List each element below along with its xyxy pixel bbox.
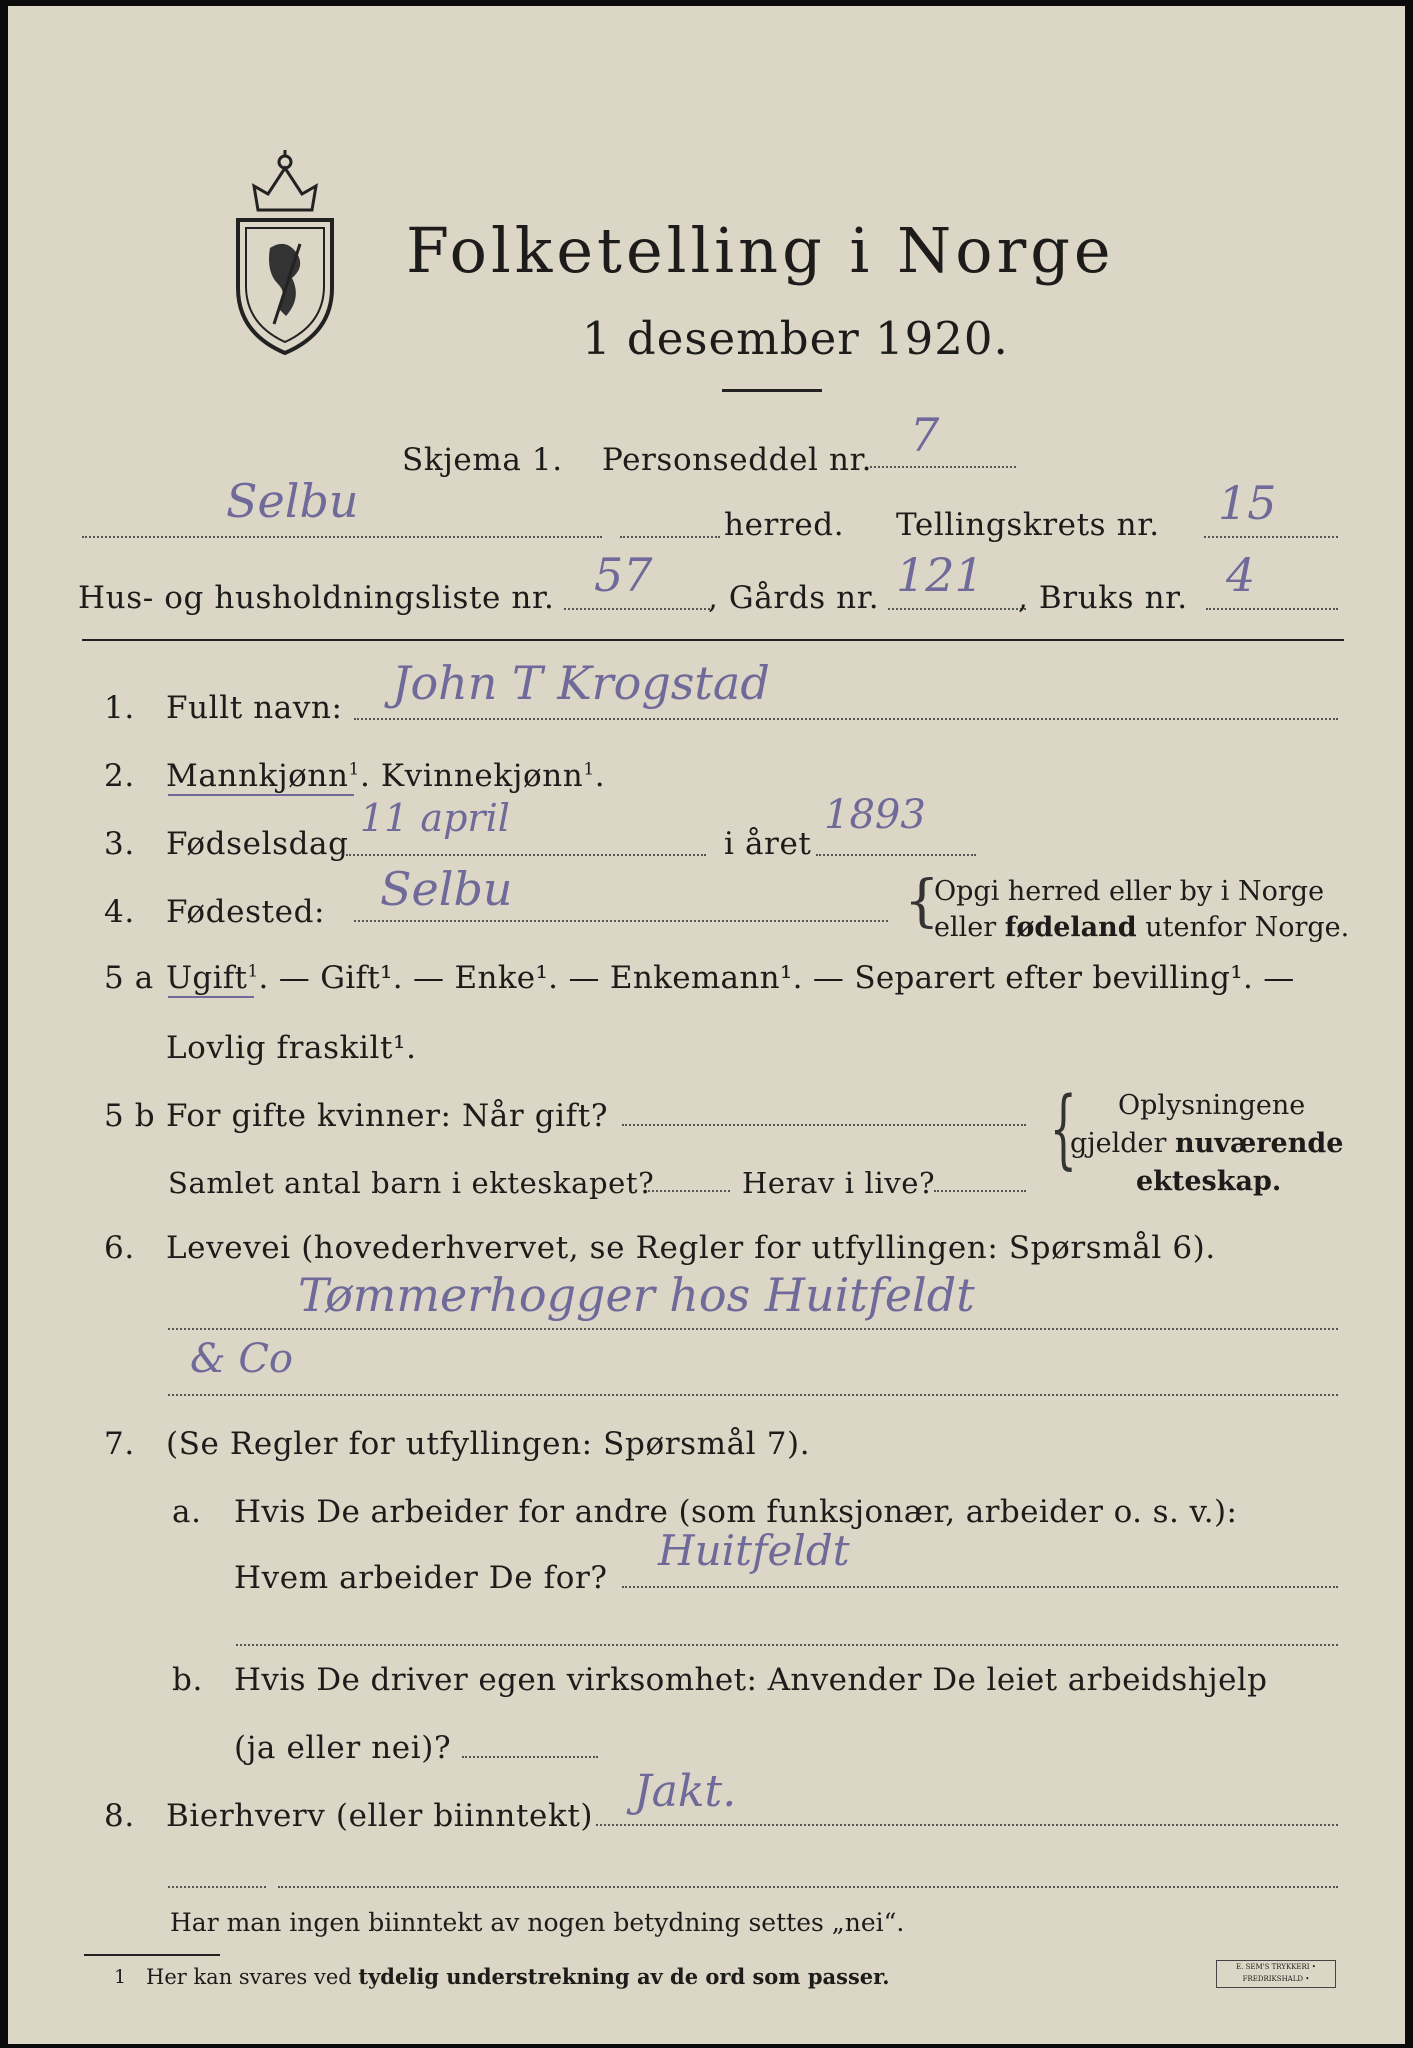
q1-number: 1. bbox=[104, 690, 135, 726]
q4-note-1: Opgi herred eller by i Norge bbox=[934, 876, 1325, 907]
q5a-ugift[interactable]: Ugift bbox=[166, 960, 248, 996]
q5b-label-3: Herav i live? bbox=[742, 1166, 936, 1200]
q1-line bbox=[354, 718, 1338, 720]
personseddel-line bbox=[870, 466, 1016, 468]
q2-number: 2. bbox=[104, 758, 135, 794]
gards-value[interactable]: 121 bbox=[896, 548, 984, 602]
q5b-line-1 bbox=[622, 1124, 1026, 1126]
header-divider bbox=[82, 639, 1344, 641]
q3-label: Fødselsdag bbox=[166, 826, 349, 862]
q5a-options: Ugift$^1$. — Gift¹. — Enke¹. — Enkemann¹. — Separert efter bevilling¹. — bbox=[166, 960, 1295, 996]
male-underline-mark bbox=[168, 794, 354, 796]
q2-female[interactable]: Kvinnekjønn bbox=[380, 758, 584, 794]
q5b-line-3 bbox=[934, 1190, 1026, 1192]
q7a-letter: a. bbox=[172, 1494, 202, 1530]
q5a-line2[interactable]: Lovlig fraskilt¹. bbox=[166, 1030, 417, 1066]
husholdningsliste-line bbox=[564, 608, 710, 610]
husholdningsliste-label: Hus- og husholdningsliste nr. bbox=[78, 580, 555, 616]
schema-label: Skjema 1. bbox=[402, 442, 563, 478]
full-name-value[interactable]: John T Krogstad bbox=[392, 656, 770, 710]
q3-year-label: i året bbox=[724, 826, 812, 862]
q5b-note-3: ekteskap. bbox=[1136, 1166, 1282, 1197]
personseddel-label: Personseddel nr. bbox=[602, 442, 873, 478]
census-form-page bbox=[8, 6, 1405, 2044]
q1-label: Fullt navn: bbox=[166, 690, 343, 726]
q5a-number: 5 a bbox=[104, 960, 154, 996]
footnote-text: Her kan svares ved tydelig understrekning av de ord som passer. bbox=[146, 1964, 890, 1989]
q8-line-2b bbox=[278, 1886, 1338, 1888]
birth-year-value[interactable]: 1893 bbox=[824, 792, 926, 838]
q7-label: (Se Regler for utfyllingen: Spørsmål 7). bbox=[166, 1426, 811, 1462]
q6-number: 6. bbox=[104, 1230, 135, 1266]
q7a-line-1 bbox=[622, 1586, 1338, 1588]
page-title: Folketelling i Norge bbox=[406, 214, 1115, 287]
q8-line-2a bbox=[168, 1886, 266, 1888]
q7b-line bbox=[462, 1756, 598, 1758]
q7a-label-2: Hvem arbeider De for? bbox=[234, 1560, 608, 1596]
q3-year-line bbox=[816, 854, 976, 856]
footnote-mark: 1 bbox=[114, 1966, 127, 1988]
occupation-value-2[interactable]: & Co bbox=[190, 1336, 294, 1382]
tellingskrets-label: Tellingskrets nr. bbox=[896, 507, 1160, 543]
coat-of-arms-icon bbox=[230, 148, 340, 358]
q5b-note-2: gjelder nuværende bbox=[1070, 1128, 1344, 1159]
q2-male[interactable]: Mannkjønn bbox=[166, 758, 349, 794]
q8-line-1 bbox=[596, 1824, 1338, 1826]
q5b-note-1: Oplysningene bbox=[1118, 1090, 1306, 1121]
q4-note-2: eller fødeland utenfor Norge. bbox=[934, 912, 1350, 943]
q5b-label-2: Samlet antal barn i ekteskapet? bbox=[168, 1166, 655, 1200]
q3-line bbox=[346, 854, 706, 856]
bruks-value[interactable]: 4 bbox=[1226, 548, 1256, 602]
q4-number: 4. bbox=[104, 894, 135, 930]
q7b-label-2: (ja eller nei)? bbox=[234, 1730, 452, 1766]
birthplace-value[interactable]: Selbu bbox=[380, 862, 513, 916]
q6-label: Levevei (hovederhvervet, se Regler for utfyllingen: Spørsmål 6). bbox=[166, 1230, 1216, 1266]
q6-line-2 bbox=[168, 1394, 1338, 1396]
gards-label: , Gårds nr. bbox=[708, 580, 880, 616]
q7b-label: Hvis De driver egen virksomhet: Anvender De leiet arbeidshjelp bbox=[234, 1662, 1268, 1698]
q5b-number: 5 b bbox=[104, 1098, 156, 1134]
employer-value[interactable]: Huitfeldt bbox=[658, 1526, 850, 1575]
q7a-label: Hvis De arbeider for andre (som funksjonær, arbeider o. s. v.): bbox=[234, 1494, 1238, 1530]
q5b-brace: { bbox=[1049, 1079, 1078, 1179]
personseddel-value[interactable]: 7 bbox=[910, 408, 940, 462]
herred-line-2 bbox=[620, 536, 720, 538]
ugift-underline-mark bbox=[168, 996, 254, 998]
tellingskrets-value[interactable]: 15 bbox=[1218, 476, 1277, 530]
q4-brace: { bbox=[904, 869, 940, 934]
herred-label: herred. bbox=[724, 507, 845, 543]
printer-stamp: E. SEM'S TRYKKERI • FREDRIKSHALD • bbox=[1216, 1960, 1336, 1988]
census-date: 1 desember 1920. bbox=[582, 312, 1009, 365]
occupation-value-1[interactable]: Tømmerhogger hos Huitfeldt bbox=[298, 1268, 975, 1322]
q8-note: Har man ingen biinntekt av nogen betydning settes „nei“. bbox=[170, 1908, 905, 1937]
husholdningsliste-value[interactable]: 57 bbox=[594, 548, 653, 602]
q4-label: Fødested: bbox=[166, 894, 326, 930]
herred-line bbox=[82, 536, 602, 538]
q4-line bbox=[354, 920, 888, 922]
q5b-line-2 bbox=[648, 1190, 730, 1192]
title-divider bbox=[722, 389, 822, 392]
q5b-label-1: For gifte kvinner: Når gift? bbox=[166, 1098, 609, 1134]
bruks-label: , Bruks nr. bbox=[1018, 580, 1188, 616]
q8-label: Bierhverv (eller biinntekt) bbox=[166, 1798, 594, 1834]
footnote-divider bbox=[84, 1954, 220, 1956]
q3-number: 3. bbox=[104, 826, 135, 862]
q8-number: 8. bbox=[104, 1798, 135, 1834]
q2-options: Mannkjønn$^1$. Kvinnekjønn$^1$. bbox=[166, 758, 606, 794]
gards-line bbox=[888, 608, 1026, 610]
tellingskrets-line bbox=[1204, 536, 1338, 538]
herred-value[interactable]: Selbu bbox=[226, 474, 359, 528]
q7b-letter: b. bbox=[172, 1662, 203, 1698]
q7a-line-2 bbox=[236, 1644, 1338, 1646]
side-income-value[interactable]: Jakt. bbox=[634, 1766, 737, 1817]
bruks-line bbox=[1206, 608, 1338, 610]
q6-line-1 bbox=[168, 1328, 1338, 1330]
q7-number: 7. bbox=[104, 1426, 135, 1462]
birthdate-value[interactable]: 11 april bbox=[360, 796, 510, 840]
